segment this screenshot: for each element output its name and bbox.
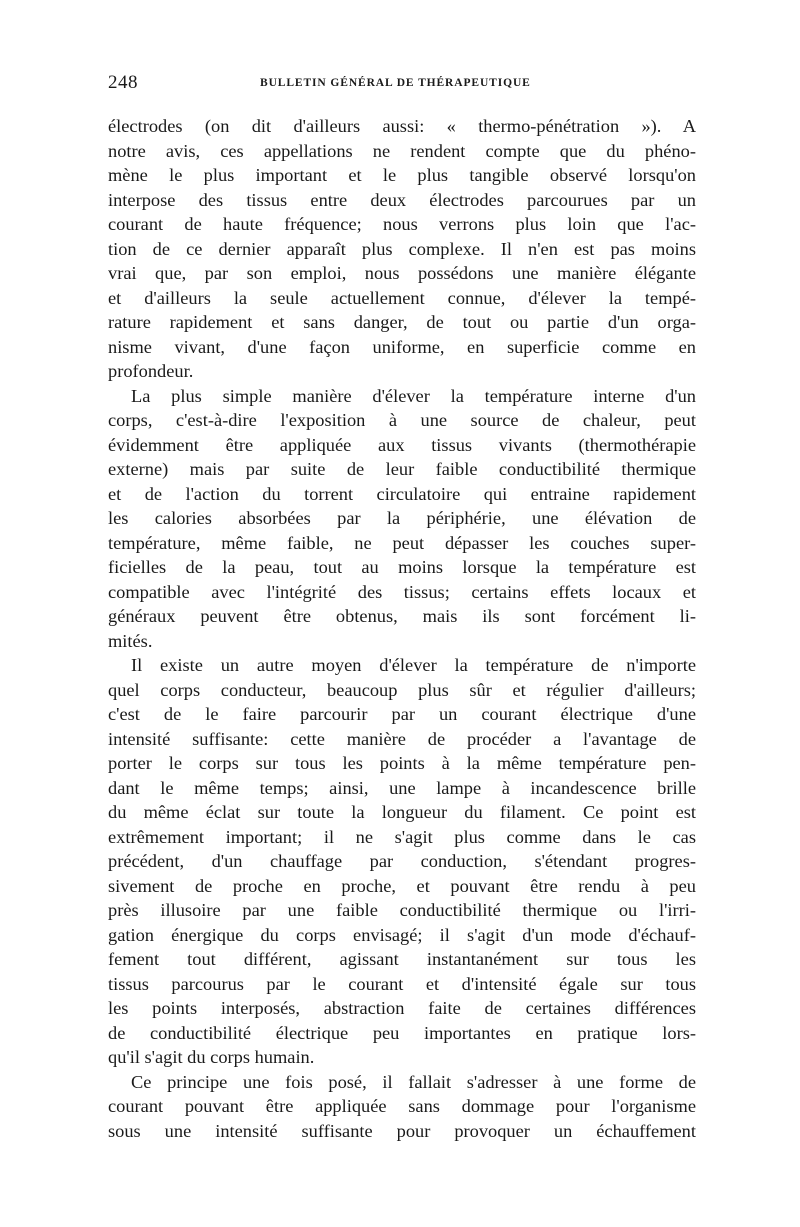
text-line: les points interposés, abstraction faite de certaines différences xyxy=(108,998,696,1018)
text-line: ficielles de la peau, tout au moins lorsque la température est xyxy=(108,557,696,577)
text-line: électrodes (on dit d'ailleurs aussi: « thermo-pénétration »). A xyxy=(108,116,696,136)
text-line: quel corps conducteur, beaucoup plus sûr et régulier d'ailleurs; xyxy=(108,679,696,700)
text-line: mités. xyxy=(108,630,153,651)
text-line: et d'ailleurs la seule actuellement connue, d'élever la tempé- xyxy=(108,287,696,308)
text-line: généraux peuvent être obtenus, mais ils sont forcément li- xyxy=(108,606,696,626)
text-line: interpose des tissus entre deux électrodes parcourues par un xyxy=(108,189,696,210)
text-line: tissus parcourus par le courant et d'intensité égale sur tous xyxy=(108,973,696,994)
text-line: mène le plus important et le plus tangible observé lorsqu'on xyxy=(108,165,696,185)
text-line: courant de haute fréquence; nous verrons plus loin que l'ac- xyxy=(108,214,696,234)
text-line: sivement de proche en proche, et pouvant être rendu à peu xyxy=(108,875,696,896)
text-line: extrêmement important; il ne s'agit plus comme dans le cas xyxy=(108,826,696,847)
page-header xyxy=(108,72,694,96)
text-line: dant le même temps; ainsi, une lampe à incandescence brille xyxy=(108,777,696,798)
text-line: précédent, d'un chauffage par conduction, s'étendant progres- xyxy=(108,851,696,871)
text-line: Il existe un autre moyen d'élever la température de n'importe xyxy=(131,655,696,675)
text-line: nisme vivant, d'une façon uniforme, en superficie comme en xyxy=(108,336,696,357)
text-line: gation énergique du corps envisagé; il s'agit d'un mode d'échauf- xyxy=(108,924,696,945)
text-line: tion de ce dernier apparaît plus complexe. Il n'en est pas moins xyxy=(108,238,696,259)
text-line: c'est de le faire parcourir par un courant électrique d'une xyxy=(108,704,696,724)
text-line: température, même faible, ne peut dépasser les couches super- xyxy=(108,532,696,553)
text-line: notre avis, ces appellations ne rendent compte que du phéno- xyxy=(108,140,696,161)
page-number: 248 xyxy=(108,72,138,93)
text-line: compatible avec l'intégrité des tissus; certains effets locaux et xyxy=(108,581,696,602)
text-line: courant pouvant être appliquée sans dommage pour l'organisme xyxy=(108,1096,696,1116)
text-line: du même éclat sur toute la longueur du filament. Ce point est xyxy=(108,802,696,822)
text-line: fement tout différent, agissant instantanément sur tous les xyxy=(108,949,696,969)
running-title: BULLETIN GÉNÉRAL DE THÉRAPEUTIQUE xyxy=(260,77,531,89)
body-text xyxy=(108,114,696,1143)
text-line: les calories absorbées par la périphérie, une élévation de xyxy=(108,508,696,528)
text-line: vrai que, par son emploi, nous possédons une manière élégante xyxy=(108,263,696,283)
text-line: rature rapidement et sans danger, de tout ou partie d'un orga- xyxy=(108,312,696,332)
text-line: porter le corps sur tous les points à la même température pen- xyxy=(108,753,696,773)
text-line: qu'il s'agit du corps humain. xyxy=(108,1047,315,1067)
text-line: externe) mais par suite de leur faible conductibilité thermique xyxy=(108,459,696,479)
text-line: de conductibilité électrique peu importantes en pratique lors- xyxy=(108,1022,696,1043)
text-line: évidemment être appliquée aux tissus vivants (thermothérapie xyxy=(108,434,696,455)
text-line: intensité suffisante: cette manière de procéder a l'avantage de xyxy=(108,728,696,749)
text-line: sous une intensité suffisante pour provoquer un échauffement xyxy=(108,1120,696,1141)
text-line: et de l'action du torrent circulatoire qui entraine rapidement xyxy=(108,483,696,504)
text-line: corps, c'est-à-dire l'exposition à une source de chaleur, peut xyxy=(108,410,696,430)
text-line: près illusoire par une faible conductibilité thermique ou l'irri- xyxy=(108,900,696,920)
text-line: La plus simple manière d'élever la température interne d'un xyxy=(131,385,696,406)
text-line: profondeur. xyxy=(108,361,194,381)
text-line: Ce principe une fois posé, il fallait s'adresser à une forme de xyxy=(131,1071,696,1092)
